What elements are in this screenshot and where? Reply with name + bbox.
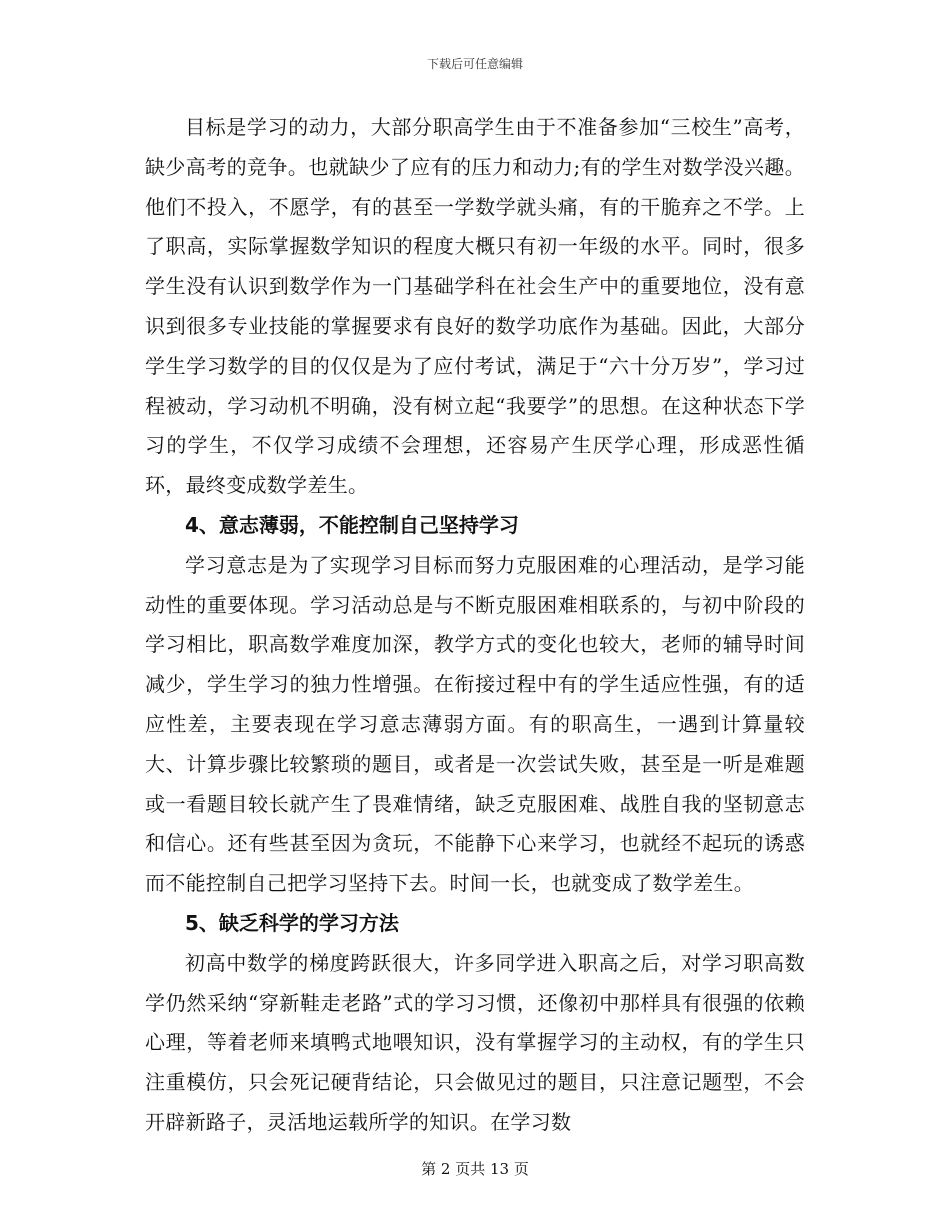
paragraph-study-methods: 初高中数学的梯度跨跃很大，许多同学进入职高之后，对学习职高数学仍然采纳“穿新鞋走老路”式的学习习惯，还像初中那样具有很强的依赖心理，等着老师来填鸭式地喂知识，没有掌握学习的主动权，有的学生只注重模仿，只会死记硬背结论，只会做见过的题目，只注意记题型，不会开辟新路子，灵活地运载所学的知识。在学习数: [145, 950, 805, 1134]
page-number: 第 2 页共 13 页: [421, 1160, 529, 1178]
section-heading-5: 5、缺乏科学的学习方法: [185, 910, 399, 935]
page-header: 下载后可任意编辑: [426, 57, 523, 71]
paragraph-motivation: 目标是学习的动力，大部分职高学生由于不准备参加“三校生”高考，缺少高考的竞争。也就缺少了应有的压力和动力;有的学生对数学没兴趣。他们不投入，不愿学，有的甚至一学数学就头痛，有的干脆弃之不学。上了职高，实际掌握数学知识的程度大概只有初一年级的水平。同时，很多学生没有认识到数学作为一门基础学科在社会生产中的重要地位，没有意识到很多专业技能的掌握要求有良好的数学功底作为基础。因此，大部分学生学习数学的目的仅仅是为了应付考试，满足于“六十分万岁”，学习过程被动，学习动机不明确，没有树立起“我要学”的思想。在这种状态下学习的学生，不仅学习成绩不会理想，还容易产生厌学心理，形成恶性循环，最终变成数学差生。: [145, 115, 805, 498]
paragraph-willpower: 学习意志是为了实现学习目标而努力克服困难的心理活动，是学习能动性的重要体现。学习活动总是与不断克服困难相联系的，与初中阶段的学习相比，职高数学难度加深，教学方式的变化也较大，老师的辅导时间减少，学生学习的独力性增强。在衔接过程中有的学生适应性强，有的适应性差，主要表现在学习意志薄弱方面。有的职高生，一遇到计算量较大、计算步骤比较繁琐的题目，或者是一次尝试失败，甚至是一听是难题或一看题目较长就产生了畏难情绪，缺乏克服困难、战胜自我的坚韧意志和信心。还有些甚至因为贪玩，不能静下心来学习，也就经不起玩的诱惑而不能控制自己把学习坚持下去。时间一长，也就变成了数学差生。: [145, 552, 805, 896]
section-heading-4: 4、意志薄弱，不能控制自己坚持学习: [185, 512, 519, 537]
document-body: [145, 108, 805, 1143]
